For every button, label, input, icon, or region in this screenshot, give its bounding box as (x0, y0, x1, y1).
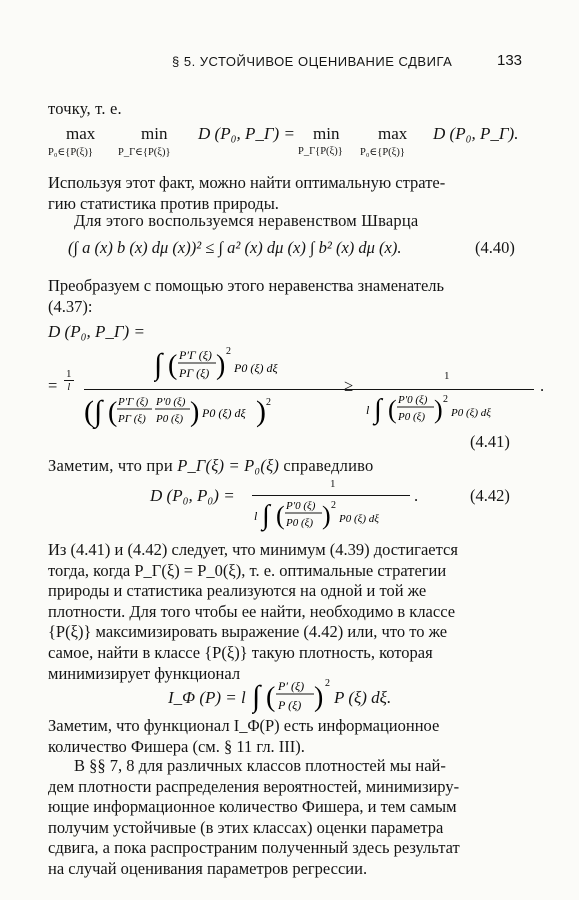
numerator-formula (154, 342, 314, 388)
svg-text:P′0 (ξ): P′0 (ξ) (286, 500, 316, 512)
paragraph-conclusion (48, 540, 530, 684)
period: . (540, 376, 545, 395)
svg-text:): ) (314, 682, 324, 713)
svg-text:l: l (366, 403, 370, 417)
equation-label-441: (4.41) (470, 432, 510, 451)
svg-text:P′ (ξ): P′ (ξ) (278, 679, 305, 693)
text-line: тогда, когда P_Г(ξ) = P_0(ξ), т. е. оптимальные стратегии (48, 560, 447, 580)
svg-text:P0 (ξ) dξ: P0 (ξ) dξ (234, 361, 278, 375)
fraction-one-over-l: $\frac{1}{l}$ (66, 368, 72, 393)
svg-text:P0 (ξ): P0 (ξ) (156, 413, 184, 425)
text-line: дем плотности распределения вероятностей, минимизиру- (48, 776, 460, 796)
minmax-rhs: D (P₀, P_Г). (433, 124, 519, 143)
equals-sign: = (48, 376, 58, 395)
equation-label-440: (4.40) (475, 238, 515, 257)
paragraph-transform (48, 276, 530, 317)
numerator-one: 1 (330, 478, 336, 490)
geq-sign: ≥ (344, 376, 354, 395)
svg-text:∫: ∫ (262, 500, 270, 531)
minmax-lhs: D (P₀, P_Г) = (198, 124, 295, 143)
svg-text:P′0 (ξ): P′0 (ξ) (156, 396, 186, 408)
svg-text:PГ (ξ): PГ (ξ) (179, 366, 210, 380)
svg-text:P0 (ξ): P0 (ξ) (398, 411, 426, 423)
denominator-integral (84, 391, 370, 435)
eq442-denominator-formula (252, 496, 412, 540)
paragraph-intro: точку, т. е. (48, 99, 122, 118)
svg-text:P0 (ξ) dξ: P0 (ξ) dξ (202, 406, 246, 420)
text-line: плотности. Для того чтобы ее найти, необходимо в классе (48, 601, 456, 621)
max-operator-2: max (378, 124, 408, 143)
text-line: {P(ξ)} максимизировать выражение (4.42) или, что то же (48, 622, 448, 642)
svg-text:): ) (190, 397, 200, 428)
numerator-integral (154, 342, 314, 388)
svg-text:P0 (ξ) dξ: P0 (ξ) dξ (339, 513, 379, 525)
min-operator: min (141, 124, 168, 143)
equation-441-block (48, 340, 545, 435)
svg-text:(: ( (276, 501, 285, 530)
svg-text:∫: ∫ (252, 680, 261, 713)
equation-minmax (48, 121, 548, 163)
text-line: ющие информационное количество Фишера, и тем самым (48, 797, 457, 817)
svg-text:2: 2 (443, 394, 448, 405)
text-line: на случай оценивания параметров регрессии. (48, 858, 368, 878)
paragraph-final (48, 756, 530, 880)
text-line: сдвига, а пока распространим полученный здесь результат (48, 838, 460, 858)
eq442-lhs: D (P₀, P₀) = (150, 486, 235, 505)
right-denominator-formula (364, 390, 534, 432)
equation-label-442: (4.42) (470, 486, 510, 505)
denominator-formula (84, 391, 370, 435)
svg-text:P (ξ): P (ξ) (278, 698, 302, 712)
svg-text:2: 2 (266, 397, 271, 408)
running-title: § 5. УСТОЙЧИВОЕ ОЦЕНИВАНИЕ СДВИГА (172, 54, 453, 69)
page-number: 133 (497, 52, 523, 69)
svg-text:2: 2 (325, 678, 330, 689)
min-subscript: P_Г∈{P(ξ)} (118, 147, 171, 158)
text-line: природы и статистика реализуются на одной и той же (48, 581, 427, 601)
svg-text:PГ (ξ): PГ (ξ) (118, 413, 146, 425)
text-line: Преобразуем с помощью этого неравенства знаменатель (48, 276, 445, 295)
period: . (414, 486, 419, 505)
paragraph-fisher (48, 716, 530, 757)
text-line: Используя этот факт, можно найти оптимальную страте- (48, 173, 446, 192)
text-line: Из (4.41) и (4.42) следует, что минимум (4.39) достигается (48, 540, 458, 559)
note-start: Заметим, что при (48, 456, 173, 475)
paragraph-schwarz: Для этого воспользуемся неравенством Шварца (74, 211, 419, 230)
svg-text:(: ( (266, 682, 276, 713)
text-line: Заметим, что функционал I_Φ(P) есть информационное (48, 716, 440, 735)
text-line: минимизирует функционал (48, 663, 241, 683)
svg-text:(: ( (168, 350, 178, 381)
svg-text:P′Г (ξ): P′Г (ξ) (179, 348, 212, 362)
schwarz-inequality: (∫ a (x) b (x) dμ (x))² ≤ ∫ a² (x) dμ (x) ∫ b² (x) dμ (x). (68, 238, 402, 257)
svg-text:∫: ∫ (94, 395, 103, 428)
svg-text:∫: ∫ (154, 348, 163, 381)
svg-text:P′0 (ξ): P′0 (ξ) (398, 394, 428, 406)
text-line: количество Фишера (см. § 11 гл. III). (48, 736, 305, 756)
svg-text:P0 (ξ): P0 (ξ) (286, 517, 314, 529)
big-fraction (84, 342, 370, 432)
svg-text:2: 2 (331, 500, 336, 511)
fraction-bar (84, 389, 370, 390)
svg-text:(: ( (108, 397, 118, 428)
max-subscript: P₀∈{P(ξ)} (48, 147, 93, 158)
numerator-one: 1 (444, 370, 450, 382)
max2-subscript: P₀∈{P(ξ)} (360, 147, 405, 158)
eq441-lhs: D (P₀, P_Г) = (48, 322, 145, 341)
text-line: (4.37): (48, 296, 93, 316)
svg-text:∫: ∫ (374, 394, 382, 425)
note-inline-formula: P_Г(ξ) = P₀(ξ) (177, 456, 280, 475)
svg-text:): ) (256, 395, 266, 428)
text-line: В §§ 7, 8 для различных классов плотностей мы най- (74, 756, 446, 775)
svg-text:2: 2 (226, 346, 231, 357)
text-line: получим устойчивые (в этих классах) оценки параметра (48, 817, 444, 837)
svg-text:): ) (434, 395, 443, 424)
text-line: самое, найти в классе {P(ξ)} такую плотность, которая (48, 642, 433, 662)
svg-text:): ) (322, 501, 331, 530)
max-operator: max (66, 124, 96, 143)
fisher-rhs: P (ξ) dξ. (334, 688, 392, 707)
svg-text:(: ( (388, 395, 397, 424)
note-end: справедливо (283, 456, 374, 475)
eq442-fraction (252, 474, 412, 540)
paragraph-using (48, 173, 530, 214)
svg-text:): ) (216, 350, 226, 381)
text-line: гию статистика против природы. (48, 193, 279, 213)
svg-text:P′Г (ξ): P′Г (ξ) (118, 396, 149, 408)
min2-subscript: P_Г{P(ξ)} (298, 146, 343, 157)
svg-text:P0 (ξ) dξ: P0 (ξ) dξ (451, 407, 491, 419)
right-fraction (364, 358, 534, 432)
fisher-lhs: I_Φ (P) = l (168, 688, 246, 707)
min-operator-2: min (313, 124, 340, 143)
svg-text:l: l (254, 509, 258, 523)
svg-text:(: ( (84, 395, 94, 428)
